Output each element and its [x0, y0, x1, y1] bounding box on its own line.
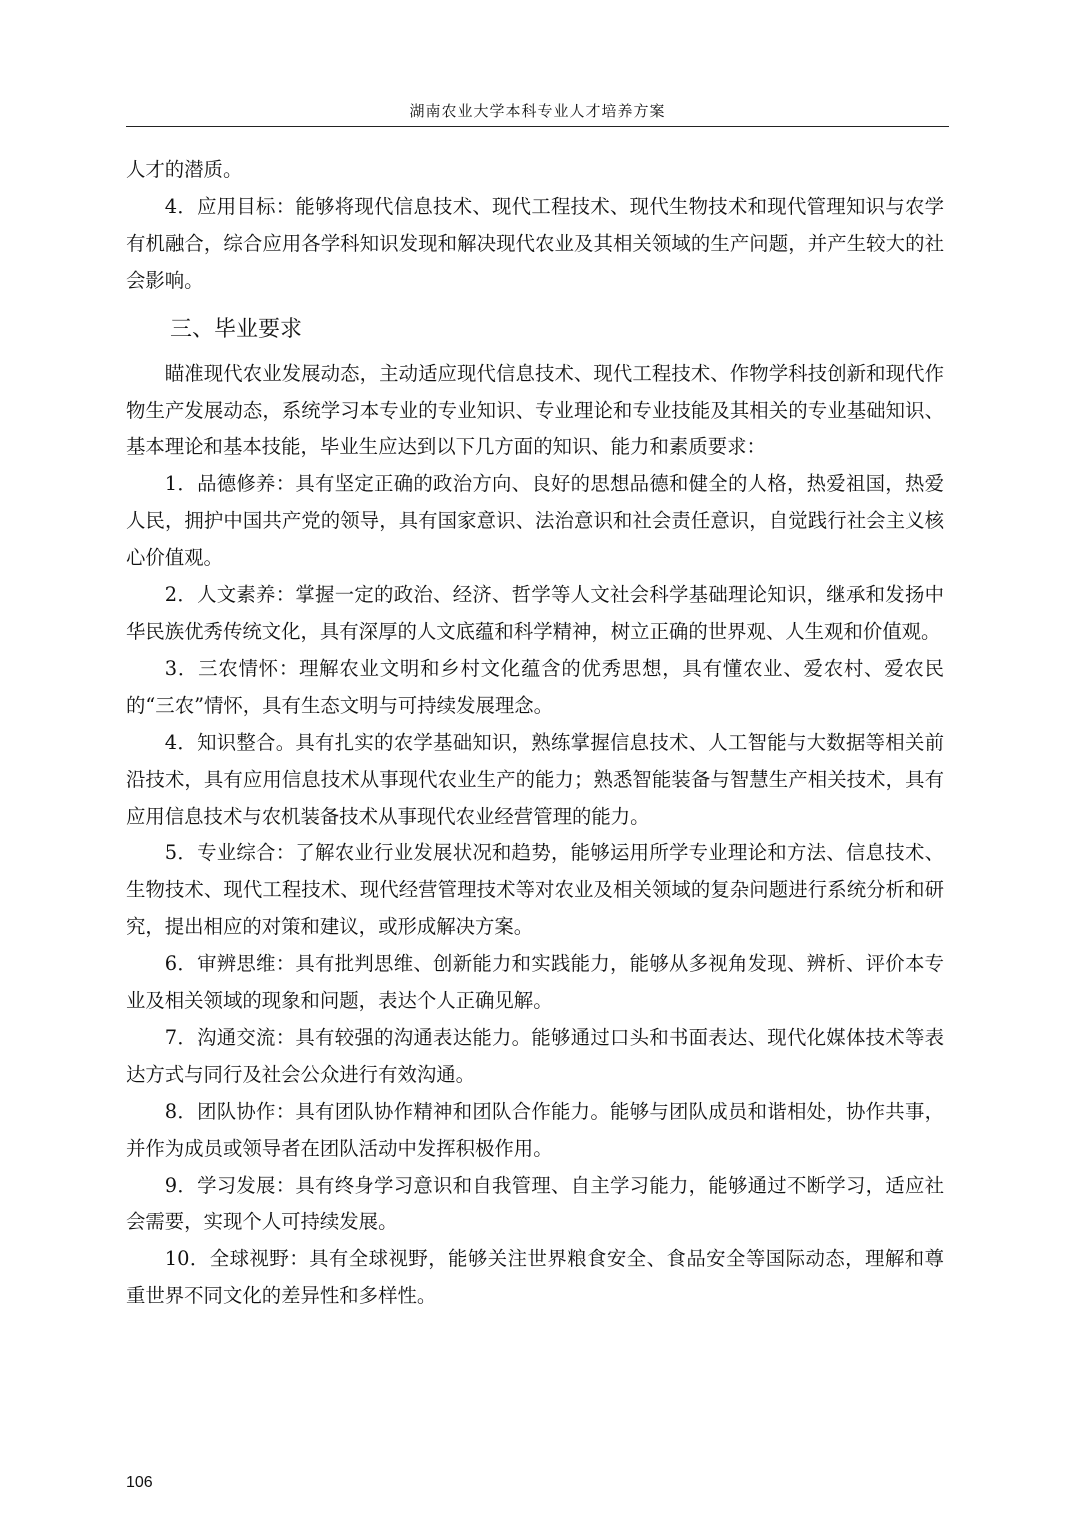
document-body [126, 152, 944, 1315]
header-rule [126, 126, 949, 127]
requirement-item: 5．专业综合：了解农业行业发展状况和趋势，能够运用所学专业理论和方法、信息技术、生物技术、现代工程技术、现代经营管理技术等对农业及相关领域的复杂问题进行系统分析和研究，提出相应的对策和建议，或形成解决方案。 [126, 841, 944, 939]
requirement-item: 7．沟通交流：具有较强的沟通表达能力。能够通过口头和书面表达、现代化媒体技术等表达方式与同行及社会公众进行有效沟通。 [126, 1025, 944, 1086]
requirement-item: 1．品德修养：具有坚定正确的政治方向、良好的思想品德和健全的人格，热爱祖国，热爱人民，拥护中国共产党的领导，具有国家意识、法治意识和社会责任意识，自觉践行社会主义核心价值观。 [126, 472, 944, 570]
page-number: 106 [126, 1474, 153, 1491]
goal-4-paragraph: 4．应用目标：能够将现代信息技术、现代工程技术、现代生物技术和现代管理知识与农学有机融合，综合应用各学科知识发现和解决现代农业及其相关领域的生产问题，并产生较大的社会影响。 [126, 194, 944, 292]
intro-paragraph: 瞄准现代农业发展动态，主动适应现代信息技术、现代工程技术、作物学科技创新和现代作物生产发展动态，系统学习本专业的专业知识、专业理论和专业技能及其相关的专业基础知识、基本理论和基本技能，毕业生应达到以下几方面的知识、能力和素质要求： [126, 361, 944, 459]
section-heading: 三、毕业要求 [170, 316, 303, 342]
requirement-item: 3．三农情怀：理解农业文明和乡村文化蕴含的优秀思想，具有懂农业、爱农村、爱农民的“三农”情怀，具有生态文明与可持续发展理念。 [126, 656, 944, 717]
requirement-item: 2．人文素养：掌握一定的政治、经济、哲学等人文社会科学基础理论知识，继承和发扬中华民族优秀传统文化，具有深厚的人文底蕴和科学精神，树立正确的世界观、人生观和价值观。 [126, 583, 944, 643]
requirement-item: 4．知识整合。具有扎实的农学基础知识，熟练掌握信息技术、人工智能与大数据等相关前沿技术，具有应用信息技术从事现代农业生产的能力；熟悉智能装备与智慧生产相关技术，具有应用信息技术与农机装备技术从事现代农业经营管理的能力。 [126, 730, 944, 828]
requirement-item: 9．学习发展：具有终身学习意识和自我管理、自主学习能力，能够通过不断学习，适应社会需要，实现个人可持续发展。 [126, 1173, 944, 1234]
continuation-paragraph: 人才的潜质。 [126, 158, 243, 181]
running-header: 湖南农业大学本科专业人才培养方案 [409, 102, 666, 120]
requirement-item: 10．全球视野：具有全球视野，能够关注世界粮食安全、食品安全等国际动态，理解和尊重世界不同文化的差异性和多样性。 [126, 1247, 944, 1308]
requirement-item: 8．团队协作：具有团队协作精神和团队合作能力。能够与团队成员和谐相处，协作共事，并作为成员或领导者在团队活动中发挥积极作用。 [126, 1099, 944, 1160]
requirement-item: 6．审辨思维：具有批判思维、创新能力和实践能力，能够从多视角发现、辨析、评价本专业及相关领域的现象和问题，表达个人正确见解。 [126, 952, 944, 1013]
